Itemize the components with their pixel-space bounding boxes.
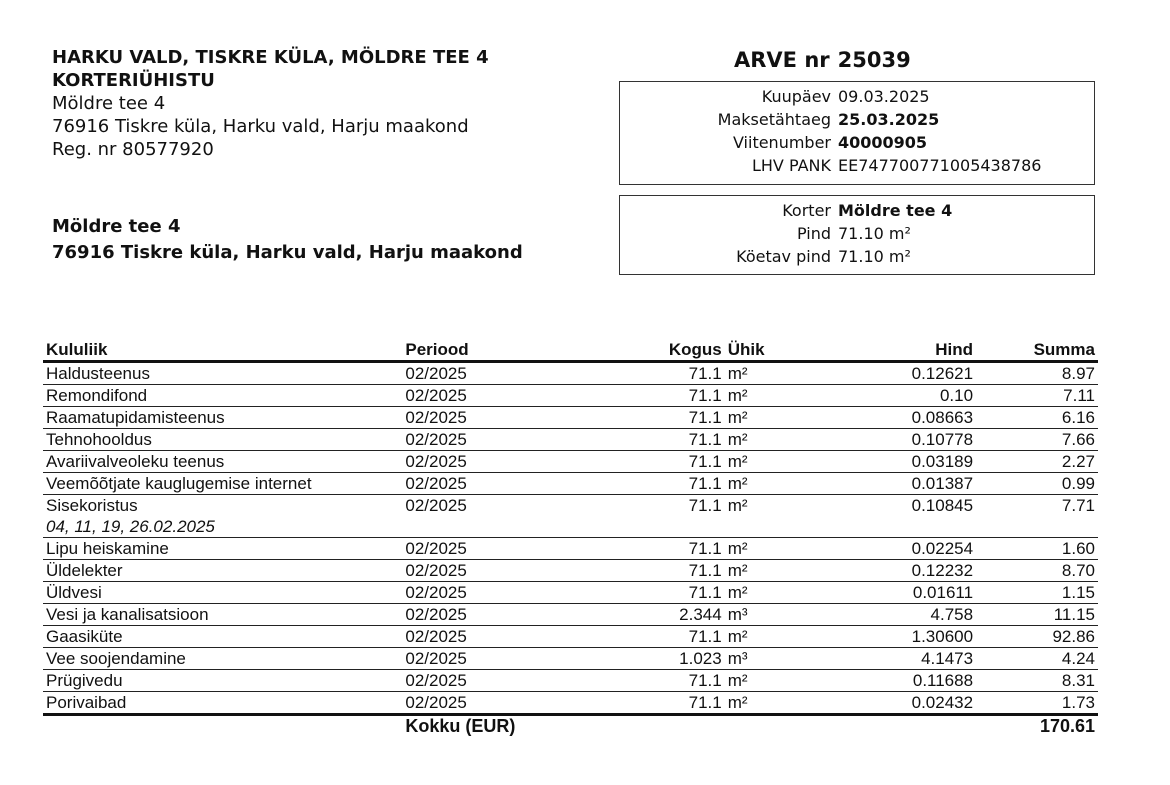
cell-name: Sisekoristus: [46, 495, 138, 515]
cell-price: 0.01611: [817, 582, 976, 604]
table-row: [43, 407, 1098, 429]
cell-qty: 71.1: [576, 560, 725, 582]
table-row: [43, 451, 1098, 473]
cell-name: Vesi ja kanalisatsioon: [43, 604, 402, 626]
apartment-value: Möldre tee 4: [838, 201, 953, 220]
cell-name: Gaasiküte: [43, 626, 402, 648]
cell-sum: 1.15: [976, 582, 1098, 604]
cell-price: 0.10778: [817, 429, 976, 451]
header-kogus: Kogus: [576, 339, 725, 362]
cell-price: 0.12232: [817, 560, 976, 582]
cell-price: 0.12621: [817, 362, 976, 385]
cell-name: Porivaibad: [43, 692, 402, 715]
cell-period: 02/2025: [402, 538, 575, 560]
cell-price: 0.03189: [817, 451, 976, 473]
apartment-label: Korter: [782, 201, 831, 220]
cell-period: 02/2025: [402, 560, 575, 582]
details-value: EE747700771005438786: [838, 156, 1042, 175]
cell-period: 02/2025: [402, 582, 575, 604]
issuer-name-line1: HARKU VALD, TISKRE KÜLA, MÖLDRE TEE 4: [52, 47, 489, 68]
details-value: 40000905: [838, 133, 928, 152]
apartment-value: 71.10 m²: [838, 247, 911, 266]
total-spacer: [43, 715, 402, 738]
cell-qty: 71.1: [576, 473, 725, 495]
cell-qty: 71.1: [576, 385, 725, 407]
header-hind: Hind: [817, 339, 976, 362]
cell-unit: m²: [725, 362, 817, 385]
table-note-row: [43, 516, 1098, 538]
cell-qty: 71.1: [576, 582, 725, 604]
cell-qty: 71.1: [688, 495, 722, 515]
cell-name: Vee soojendamine: [43, 648, 402, 670]
cell-price: 4.758: [817, 604, 976, 626]
cell-unit: m²: [725, 692, 817, 715]
table-row: [43, 495, 1098, 517]
table-row: [43, 560, 1098, 582]
cell-name: Üldelekter: [43, 560, 402, 582]
table-row: [43, 362, 1098, 385]
recipient-block: [52, 214, 592, 266]
cell-price: 1.30600: [817, 626, 976, 648]
cell-period: 02/2025: [402, 626, 575, 648]
table-header-row: [43, 339, 1098, 362]
apartment-label: Pind: [796, 224, 831, 243]
details-row: [620, 154, 1094, 177]
details-row: [620, 131, 1094, 154]
cell-qty: 71.1: [576, 362, 725, 385]
details-row: [620, 108, 1094, 131]
recipient-line2: 76916 Tiskre küla, Harku vald, Harju maakond: [52, 242, 523, 263]
cell-sum: 7.66: [976, 429, 1098, 451]
cell-unit: m²: [725, 407, 817, 429]
cell-sum: 1.60: [976, 538, 1098, 560]
cell-period: 02/2025: [402, 604, 575, 626]
issuer-address2: 76916 Tiskre küla, Harku vald, Harju maakond: [52, 116, 469, 137]
cell-price: 0.08663: [817, 407, 976, 429]
cell-qty: 71.1: [576, 538, 725, 560]
issuer-block: [52, 46, 592, 161]
cell-sum: 8.97: [976, 362, 1098, 385]
table-row: [43, 626, 1098, 648]
table-row: [43, 385, 1098, 407]
cell-name: Prügivedu: [43, 670, 402, 692]
invoice-title-label: ARVE nr: [734, 48, 830, 72]
cell-name: Avariivalveoleku teenus: [43, 451, 402, 473]
table-row: [43, 582, 1098, 604]
apartment-label: Köetav pind: [736, 247, 831, 266]
cell-period: 02/2025: [402, 407, 575, 429]
cell-unit: m²: [725, 429, 817, 451]
cell-sum: 0.99: [976, 473, 1098, 495]
cell-unit: m³: [725, 648, 817, 670]
cell-qty: 1.023: [576, 648, 725, 670]
cell-unit: m²: [725, 670, 817, 692]
cell-price: 0.10845: [911, 495, 974, 515]
cell-price: 0.02432: [817, 692, 976, 715]
header-summa: Summa: [976, 339, 1098, 362]
table-row: [43, 692, 1098, 715]
cell-unit: m²: [725, 626, 817, 648]
cell-qty: 71.1: [576, 451, 725, 473]
table-row: [43, 538, 1098, 560]
cell-unit: m²: [725, 538, 817, 560]
charges-table: [43, 339, 1098, 737]
cell-sum: 4.24: [976, 648, 1098, 670]
cell-period: 02/2025: [402, 473, 575, 495]
cell-unit: m²: [727, 495, 748, 515]
cell-name: Üldvesi: [43, 582, 402, 604]
details-value: 09.03.2025: [838, 87, 930, 106]
cell-unit: m²: [725, 560, 817, 582]
cell-name: Remondifond: [43, 385, 402, 407]
cell-sum: 7.71: [1061, 495, 1095, 515]
cell-period: 02/2025: [402, 362, 575, 385]
cell-period: 02/2025: [402, 385, 575, 407]
cell-price: 0.10: [817, 385, 976, 407]
cell-unit: m³: [725, 604, 817, 626]
total-row: [43, 715, 1098, 738]
total-value: 170.61: [1039, 716, 1095, 736]
cell-period: 02/2025: [405, 495, 467, 515]
details-label: Kuupäev: [761, 87, 831, 106]
details-label: LHV PANK: [751, 156, 831, 175]
cell-qty: 71.1: [576, 626, 725, 648]
apartment-row: [620, 245, 1094, 268]
issuer-address1: Möldre tee 4: [52, 93, 166, 114]
cell-sum: 8.31: [976, 670, 1098, 692]
cell-sum: 8.70: [976, 560, 1098, 582]
cell-price: 0.11688: [817, 670, 976, 692]
cell-period: 02/2025: [402, 692, 575, 715]
details-row: [620, 85, 1094, 108]
apartment-row: [620, 199, 1094, 222]
cell-name: Raamatupidamisteenus: [43, 407, 402, 429]
cell-sum: 6.16: [976, 407, 1098, 429]
header-kululiik: Kululiik: [43, 339, 402, 362]
issuer-reg-number: Reg. nr 80577920: [52, 139, 214, 160]
header-periood: Periood: [402, 339, 575, 362]
cell-unit: m²: [725, 473, 817, 495]
issuer-name-line2: KORTERIÜHISTU: [52, 70, 215, 91]
cell-name: Veemõõtjate kauglugemise internet: [43, 473, 402, 495]
recipient-line1: Möldre tee 4: [52, 216, 181, 237]
cell-sum: 7.11: [976, 385, 1098, 407]
details-label: Maksetähtaeg: [717, 110, 831, 129]
cell-qty: 71.1: [576, 407, 725, 429]
invoice-details-box: [619, 81, 1095, 185]
cell-sum: 1.73: [976, 692, 1098, 715]
cell-unit: m²: [725, 385, 817, 407]
header-uhik: Ühik: [725, 339, 817, 362]
details-label: Viitenumber: [732, 133, 831, 152]
cell-period: 02/2025: [402, 429, 575, 451]
invoice-number: 25039: [837, 48, 911, 72]
cell-sum: 2.27: [976, 451, 1098, 473]
apartment-value: 71.10 m²: [838, 224, 911, 243]
table-row: [43, 648, 1098, 670]
cell-qty: 2.344: [576, 604, 725, 626]
total-label: Kokku (EUR): [405, 716, 516, 736]
table-row: [43, 604, 1098, 626]
details-value: 25.03.2025: [838, 110, 940, 129]
cell-period: 02/2025: [402, 648, 575, 670]
table-row: [43, 670, 1098, 692]
apartment-row: [620, 222, 1094, 245]
cell-name: Lipu heiskamine: [43, 538, 402, 560]
cell-unit: m²: [725, 582, 817, 604]
cell-unit: m²: [725, 451, 817, 473]
cell-period: 02/2025: [402, 451, 575, 473]
table-row: [43, 429, 1098, 451]
apartment-box: [619, 195, 1095, 275]
cell-qty: 71.1: [576, 429, 725, 451]
cell-price: 4.1473: [817, 648, 976, 670]
table-row: [43, 473, 1098, 495]
cell-name: Tehnohooldus: [43, 429, 402, 451]
cell-sum: 11.15: [976, 604, 1098, 626]
cell-sum: 92.86: [976, 626, 1098, 648]
cell-note: 04, 11, 19, 26.02.2025: [43, 516, 1098, 538]
cell-price: 0.02254: [817, 538, 976, 560]
cell-period: 02/2025: [402, 670, 575, 692]
cell-name: Haldusteenus: [43, 362, 402, 385]
cell-qty: 71.1: [576, 670, 725, 692]
cell-qty: 71.1: [576, 692, 725, 715]
invoice-title: [734, 48, 911, 72]
cell-price: 0.01387: [817, 473, 976, 495]
